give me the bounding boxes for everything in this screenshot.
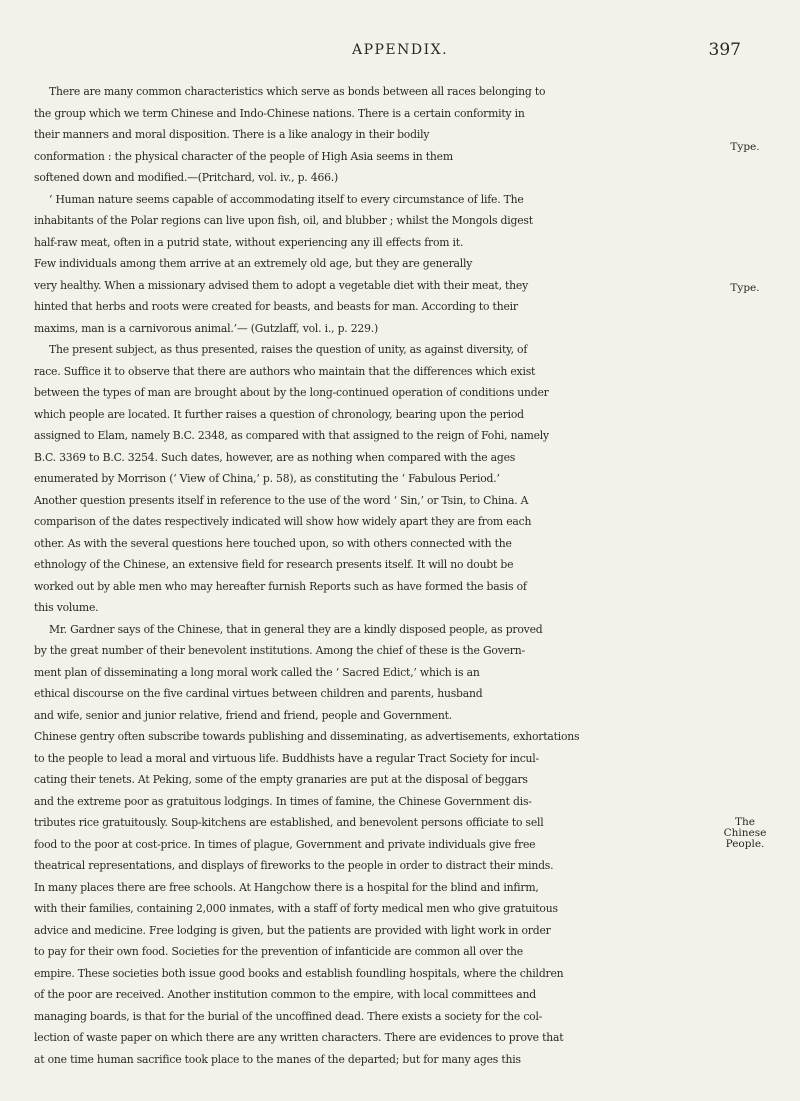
text-line: Another question presents itself in reference to the use of the word ‘ Sin,’ or Tsin, to China. A xyxy=(34,493,529,507)
text-line: There are many common characteristics which serve as bonds between all races belonging to xyxy=(49,85,546,98)
page-number: 397 xyxy=(708,40,741,60)
text-line: comparison of the dates respectively indicated will show how widely apart they are from each xyxy=(34,515,532,528)
text-line: In many places there are free schools. At Hangchow there is a hospital for the blind and infirm, xyxy=(34,880,539,894)
text-line: empire. These societies both issue good books and establish foundling hospitals, where the children xyxy=(34,966,564,980)
text-line: lection of waste paper on which there are any written characters. There are evidences to prove that xyxy=(34,1031,564,1044)
text-line: hinted that herbs and roots were created for beasts, and beasts for man. According to their xyxy=(34,300,518,313)
text-line: by the great number of their benevolent institutions. Among the chief of these is the Govern- xyxy=(34,644,525,657)
margin-note-chinese-people: The Chinese People. xyxy=(723,816,767,850)
text-line: to pay for their own food. Societies for the prevention of infanticide are common all over the xyxy=(34,945,523,958)
text-line: very healthy. When a missionary advised them to adopt a vegetable diet with their meat, they xyxy=(34,278,529,292)
page-header xyxy=(0,38,800,66)
text-line: race. Suffice it to observe that there are authors who maintain that the differences which exist xyxy=(34,364,536,378)
text-line: Mr. Gardner says of the Chinese, that in general they are a kindly disposed people, as proved xyxy=(49,622,543,636)
text-line: Few individuals among them arrive at an extremely old age, but they are generally xyxy=(34,257,473,270)
text-line: their manners and moral disposition. There is a like analogy in their bodily xyxy=(34,128,430,141)
text-line: between the types of man are brought about by the long-continued operation of conditions under xyxy=(34,386,549,399)
text-line: to the people to lead a moral and virtuous life. Buddhists have a regular Tract Society for incul- xyxy=(34,751,540,765)
text-line: ‘ Human nature seems capable of accommodating itself to every circumstance of life. The xyxy=(49,192,524,206)
text-line: B.C. 3369 to B.C. 3254. Such dates, however, are as nothing when compared with the ages xyxy=(34,450,516,464)
text-line: of the poor are received. Another institution common to the empire, with local committees and xyxy=(34,988,536,1001)
text-line: tributes rice gratuitously. Soup-kitchens are established, and benevolent persons officiate to sell xyxy=(34,816,544,829)
text-line: and the extreme poor as gratuitous lodgings. In times of famine, the Chinese Government dis- xyxy=(34,794,532,808)
text-line: which people are located. It further raises a question of chronology, bearing upon the period xyxy=(34,407,524,421)
text-line: cating their tenets. At Peking, some of the empty granaries are put at the disposal of beggars xyxy=(34,773,528,786)
text-line: advice and medicine. Free lodging is given, but the patients are provided with light work in order xyxy=(34,923,551,937)
text-line: food to the poor at cost-price. In times of plague, Government and private individuals give free xyxy=(34,837,536,851)
text-line: ethical discourse on the five cardinal virtues between children and parents, husband xyxy=(34,687,483,700)
text-line: Chinese gentry often subscribe towards publishing and disseminating, as advertisements, exhortations xyxy=(34,730,580,743)
text-line: maxims, man is a carnivorous animal.’— (Gutzlaff, vol. i., p. 229.) xyxy=(34,321,378,335)
text-line: this volume. xyxy=(34,601,99,614)
text-line: half-raw meat, often in a putrid state, without experiencing any ill effects from it. xyxy=(34,235,464,249)
text-line: ethnology of the Chinese, an extensive field for research presents itself. It will no doubt be xyxy=(34,558,514,571)
text-line: ment plan of disseminating a long moral work called the ‘ Sacred Edict,’ which is an xyxy=(34,665,480,679)
text-line: inhabitants of the Polar regions can live upon fish, oil, and blubber ; whilst the Mongols digest xyxy=(34,214,533,227)
text-line: the group which we term Chinese and Indo-Chinese nations. There is a certain conformity in xyxy=(34,106,525,120)
text-line: other. As with the several questions here touched upon, so with others connected with the xyxy=(34,536,512,550)
margin-note-type-2: Type. xyxy=(730,282,760,294)
text-line: with their families, containing 2,000 inmates, with a staff of forty medical men who give gratuitous xyxy=(34,902,558,915)
text-line: conformation : the physical character of the people of High Asia seems in them xyxy=(34,149,453,163)
text-line: at one time human sacrifice took place to the manes of the departed; but for many ages this xyxy=(34,1052,521,1066)
text-line: enumerated by Morrison (‘ View of China,’ p. 58), as constituting the ‘ Fabulous Period.’ xyxy=(34,472,500,485)
text-line: theatrical representations, and displays of fireworks to the people in order to distract their minds. xyxy=(34,859,554,872)
text-line: The present subject, as thus presented, raises the question of unity, as against diversity, of xyxy=(49,343,528,356)
body-text xyxy=(34,81,778,1070)
text-line: and wife, senior and junior relative, friend and friend, people and Government. xyxy=(34,708,452,722)
margin-note-type-1: Type. xyxy=(730,141,760,153)
text-line: softened down and modified.—(Pritchard, vol. iv., p. 466.) xyxy=(34,171,339,184)
running-title: APPENDIX. xyxy=(351,42,449,58)
text-line: assigned to Elam, namely B.C. 2348, as compared with that assigned to the reign of Fohi, namely xyxy=(34,429,549,442)
text-line: managing boards, is that for the burial of the uncoffined dead. There exists a society for the col- xyxy=(34,1009,543,1023)
text-line: worked out by able men who may hereafter furnish Reports such as have formed the basis of xyxy=(34,579,527,593)
